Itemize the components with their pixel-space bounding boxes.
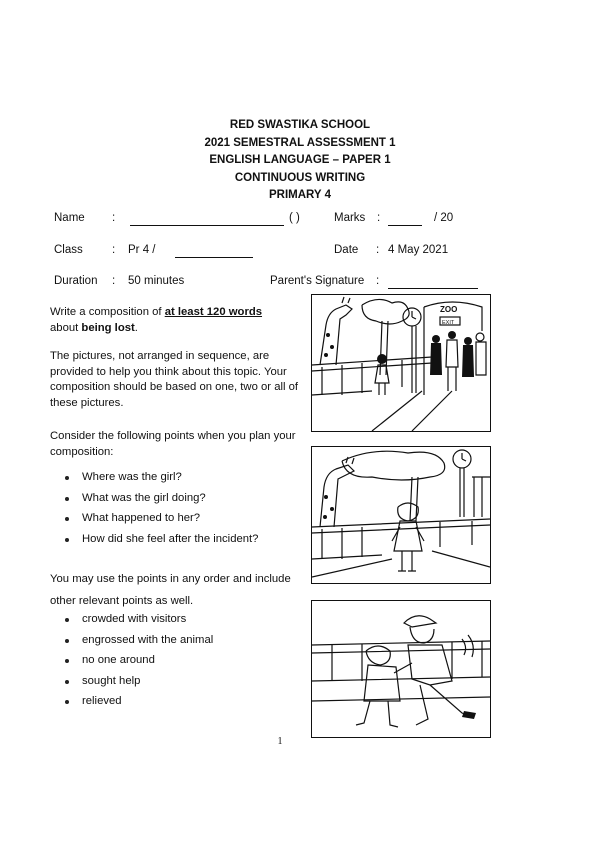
signature-blank[interactable] (388, 288, 478, 289)
may-use-line-1: You may use the points in any order and include (50, 573, 291, 585)
composition-topic: being lost (81, 321, 135, 334)
marks-label: Marks (334, 212, 366, 224)
level-title: PRIMARY 4 (269, 189, 331, 201)
list-item: How did she feel after the incident? (62, 529, 258, 550)
intro-line2-prefix: about (50, 321, 82, 334)
class-value: Pr 4 / (128, 244, 156, 256)
list-item: What was the girl doing? (62, 488, 258, 509)
list-item: crowded with visitors (62, 609, 213, 630)
zoo-sign: ZOO (440, 305, 458, 314)
class-blank[interactable] (175, 257, 253, 258)
class-label: Class (54, 244, 83, 256)
may-use-note (50, 568, 310, 612)
list-item: relieved (62, 691, 213, 712)
list-item: What happened to her? (62, 508, 258, 529)
duration-colon: : (112, 275, 116, 287)
assessment-title: 2021 SEMESTRAL ASSESSMENT 1 (204, 136, 396, 149)
section-title: CONTINUOUS WRITING (234, 171, 366, 184)
intro-prefix: Write a composition of (50, 306, 165, 318)
school-name: RED SWASTIKA SCHOOL (229, 119, 371, 131)
list-item: engrossed with the animal (62, 630, 213, 651)
zoo-entrance-illustration (312, 295, 490, 431)
date-colon: : (376, 244, 380, 256)
page-number: 1 (277, 736, 283, 747)
topic-suffix: . (134, 321, 138, 334)
picture-zoo-entrance (311, 294, 491, 432)
helpful-points (62, 609, 213, 712)
paper-title: ENGLISH LANGUAGE – PAPER 1 (209, 154, 391, 166)
duration-label: Duration (54, 275, 98, 287)
list-item: no one around (62, 650, 213, 671)
register-number-brackets: ( ) (289, 212, 300, 224)
date-label: Date (334, 244, 359, 256)
document-header (0, 117, 600, 205)
exit-sign: EXIT (442, 320, 455, 326)
name-colon: : (112, 212, 116, 224)
may-use-line-2: other relevant points as well. (50, 595, 194, 607)
name-blank[interactable] (130, 225, 284, 226)
consider-points: Consider the following points when you plan your composition: (50, 430, 296, 458)
girl-helped-illustration (312, 601, 490, 737)
list-item: sought help (62, 671, 213, 692)
girl-alone-illustration (312, 447, 490, 583)
date-value: 4 May 2021 (388, 244, 449, 256)
marks-blank[interactable] (388, 225, 422, 226)
composition-intro (50, 305, 300, 336)
signature-label: Parent's Signature (270, 275, 365, 287)
name-label: Name (54, 212, 85, 224)
list-item: Where was the girl? (62, 467, 258, 488)
picture-girl-helped (311, 600, 491, 738)
pictures-note: The pictures, not arranged in sequence, are provided to help you think about this topic. Your composition should be based on one, two or all of these pictures. (50, 350, 299, 409)
guiding-questions (62, 467, 258, 549)
word-count-requirement: at least 120 words (164, 306, 263, 318)
signature-colon: : (376, 275, 380, 287)
marks-total: / 20 (434, 212, 454, 224)
class-colon: : (112, 244, 116, 256)
marks-colon: : (377, 212, 381, 224)
duration-value: 50 minutes (128, 275, 185, 287)
picture-girl-alone (311, 446, 491, 584)
